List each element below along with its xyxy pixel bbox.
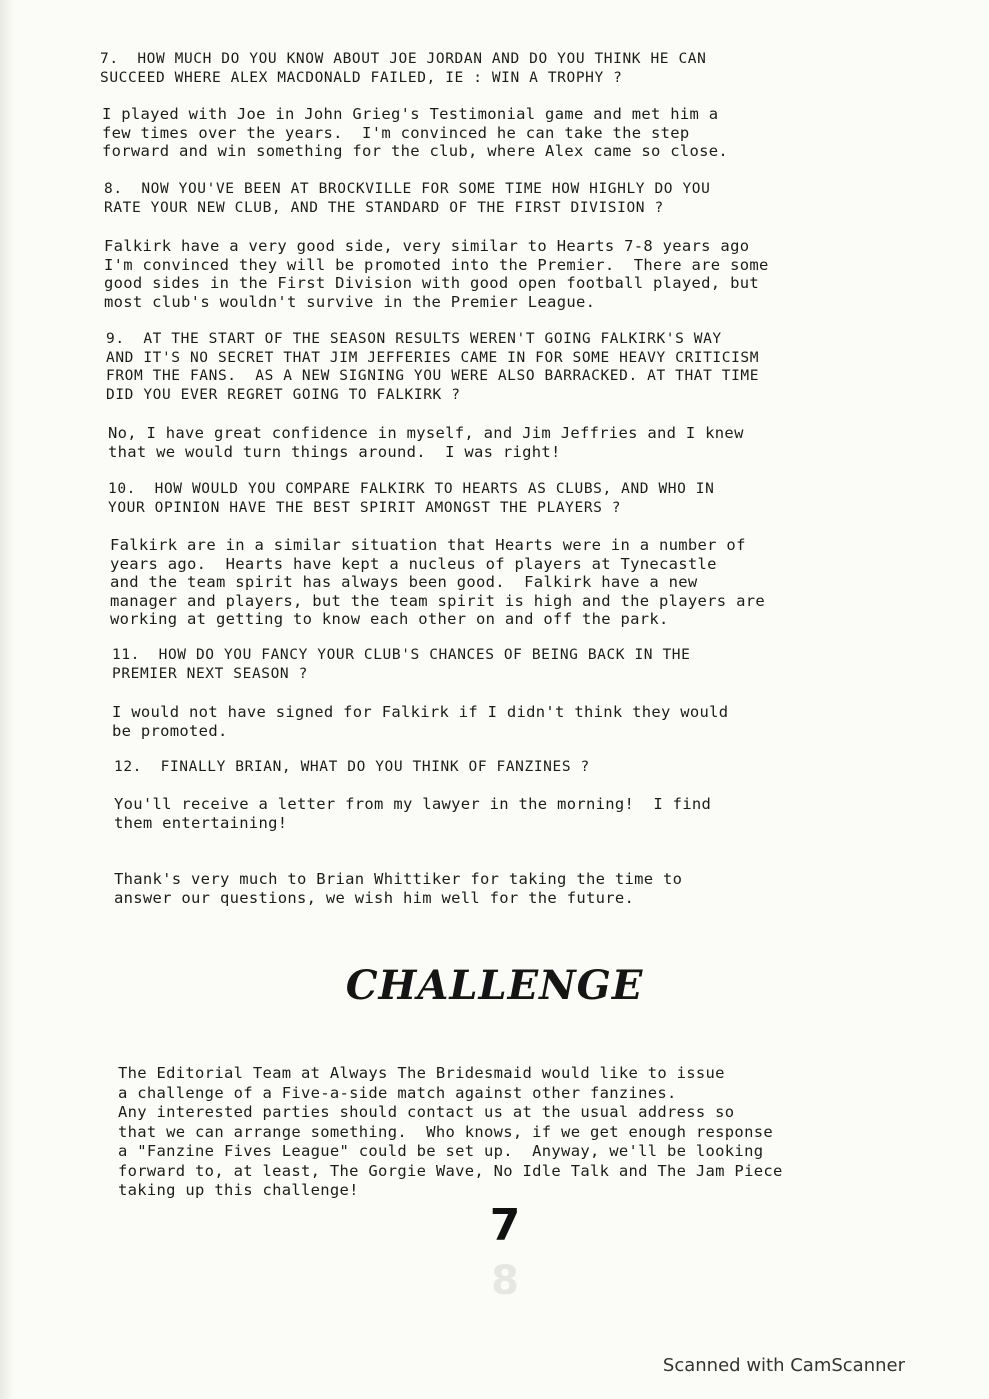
answer-8: Falkirk have a very good side, very similar to Hearts 7-8 years ago I'm convinced they will be promoted into the Premier. There are some good sides in the First Division with good open football played, but most club's wouldn't survive in the Premier League.	[104, 237, 769, 311]
thanks-paragraph: Thank's very much to Brian Whittiker for taking the time to answer our questions, we wish him well for the future.	[114, 870, 683, 907]
answer-9: No, I have great confidence in myself, and Jim Jeffries and I knew that we would turn things around. I was right!	[108, 424, 744, 461]
answer-10: Falkirk are in a similar situation that Hearts were in a number of years ago. Hearts have kept a nucleus of players at Tynecastle and the team spirit has always been good. Falkirk have a new manager and players, but the team spirit is high and the players are working at getting to know each other on and off the park.	[110, 536, 765, 628]
scan-edge-shadow	[0, 0, 14, 1399]
question-11: 11. HOW DO YOU FANCY YOUR CLUB'S CHANCES OF BEING BACK IN THE PREMIER NEXT SEASON ?	[112, 647, 691, 682]
camscanner-watermark: Scanned with CamScanner	[662, 1355, 905, 1376]
bleed-through-page-number: 8	[491, 1258, 519, 1304]
question-9: 9. AT THE START OF THE SEASON RESULTS WEREN'T GOING FALKIRK'S WAY AND IT'S NO SECRET THAT JIM JEFFERIES CAME IN FOR SOME HEAVY CRITICISM FROM THE FANS. AS A NEW SIGNING YOU WERE ALSO BARRACKED. AT THAT TIME DID YOU EVER REGRET GOING TO FALKIRK ?	[106, 331, 760, 403]
question-8: 8. NOW YOU'VE BEEN AT BROCKVILLE FOR SOME TIME HOW HIGHLY DO YOU RATE YOUR NEW CLUB, AND THE STANDARD OF THE FIRST DIVISION ?	[104, 181, 711, 216]
question-10: 10. HOW WOULD YOU COMPARE FALKIRK TO HEARTS AS CLUBS, AND WHO IN YOUR OPINION HAVE THE BEST SPIRIT AMONGST THE PLAYERS ?	[108, 481, 715, 516]
question-7: 7. HOW MUCH DO YOU KNOW ABOUT JOE JORDAN AND DO YOU THINK HE CAN SUCCEED WHERE ALEX MACDONALD FAILED, IE : WIN A TROPHY ?	[100, 51, 707, 86]
answer-7: I played with Joe in John Grieg's Testimonial game and met him a few times over the years. I'm convinced he can take the step forward and win something for the club, where Alex came so close.	[102, 105, 729, 160]
page-number: 7	[489, 1200, 521, 1251]
answer-12: You'll receive a letter from my lawyer in the morning! I find them entertaining!	[114, 795, 712, 832]
answer-11: I would not have signed for Falkirk if I didn't think they would be promoted.	[112, 703, 729, 740]
challenge-heading: CHALLENGE	[345, 962, 644, 1009]
challenge-body: The Editorial Team at Always The Bridesmaid would like to issue a challenge of a Five-a-side match against other fanzines. Any interested parties should contact us at the usual address so that we can arrange something. Who knows, if we get enough response a "Fanzine Fives League" could be set up. Anyway, we'll be looking forward to, at least, The Gorgie Wave, No Idle Talk and The Jam Piece taking up this challenge!	[118, 1064, 783, 1199]
question-12: 12. FINALLY BRIAN, WHAT DO YOU THINK OF FANZINES ?	[114, 759, 590, 775]
